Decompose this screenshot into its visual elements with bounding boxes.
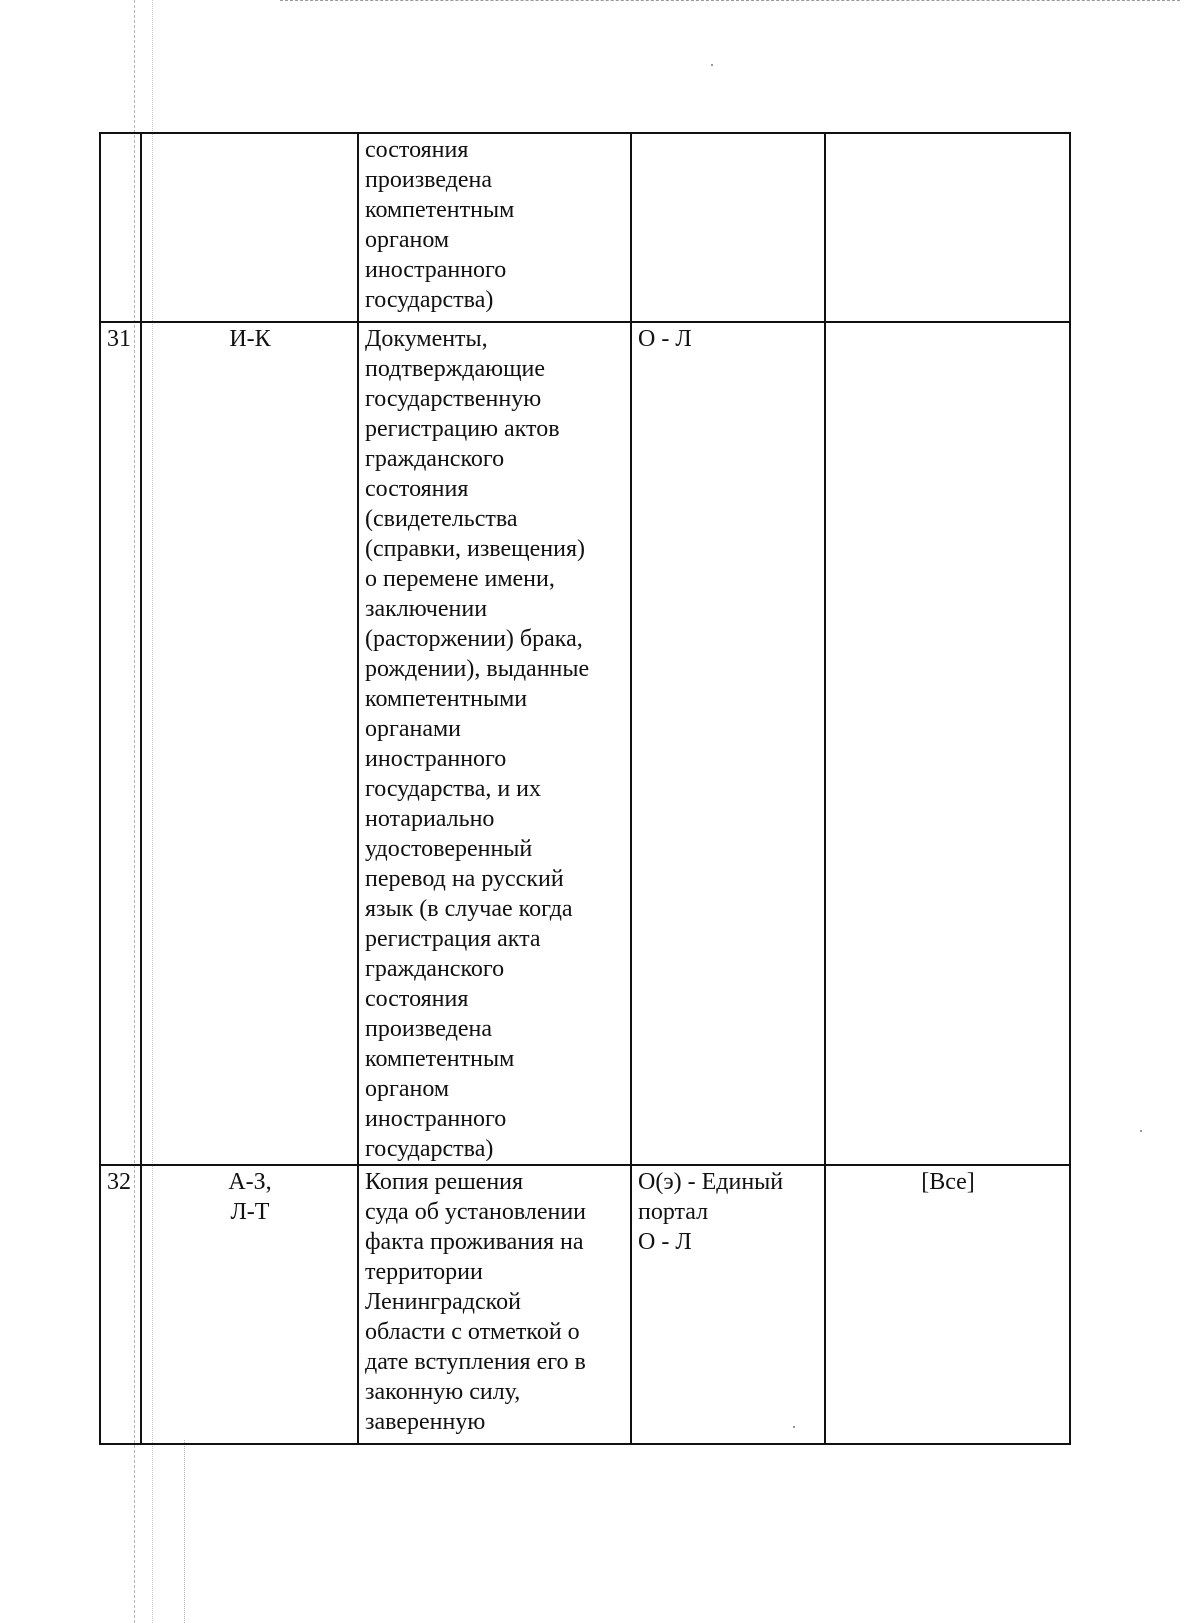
source-cell xyxy=(631,133,825,322)
category-cell xyxy=(825,322,1070,1165)
source-cell: О - Л xyxy=(631,322,825,1165)
letter-range-cell xyxy=(141,133,358,322)
category-cell xyxy=(825,133,1070,322)
row-number-cell: 31 xyxy=(100,322,141,1165)
scan-fold-line-3 xyxy=(184,1440,185,1623)
document-description-cell: состояния произведена компетентным органом иностранного государства) xyxy=(358,133,631,322)
scan-speck xyxy=(711,64,713,66)
table-row xyxy=(100,322,1070,1165)
table-row xyxy=(100,133,1070,322)
scan-speck xyxy=(1140,1130,1142,1132)
letter-range-cell: А-З, Л-Т xyxy=(141,1165,358,1444)
scan-top-edge-noise xyxy=(280,0,1180,4)
row-number-cell: 32 xyxy=(100,1165,141,1444)
document-description-cell: Копия решения суда об установлении факта проживания на территории Ленинградской области с отметкой о дате вступления его в законную силу, заверенную xyxy=(358,1165,631,1444)
document-table xyxy=(99,132,1071,1445)
document-description-cell: Документы, подтверждающие государственную регистрацию актов гражданского состояния (свидетельства (справки, извещения) о перемене имени, заключении (расторжении) брака, рождении), выданные компетентными органами иностранного государства, и их нотариально удостоверенный перевод на русский язык (в случае когда регистрация акта гражданского состояния произведена компетентным органом иностранного государства) xyxy=(358,322,631,1165)
category-cell: [Все] xyxy=(825,1165,1070,1444)
letter-range-cell: И-К xyxy=(141,322,358,1165)
source-cell: О(э) - Единый портал О - Л xyxy=(631,1165,825,1444)
row-number-cell xyxy=(100,133,141,322)
table-row xyxy=(100,1165,1070,1444)
